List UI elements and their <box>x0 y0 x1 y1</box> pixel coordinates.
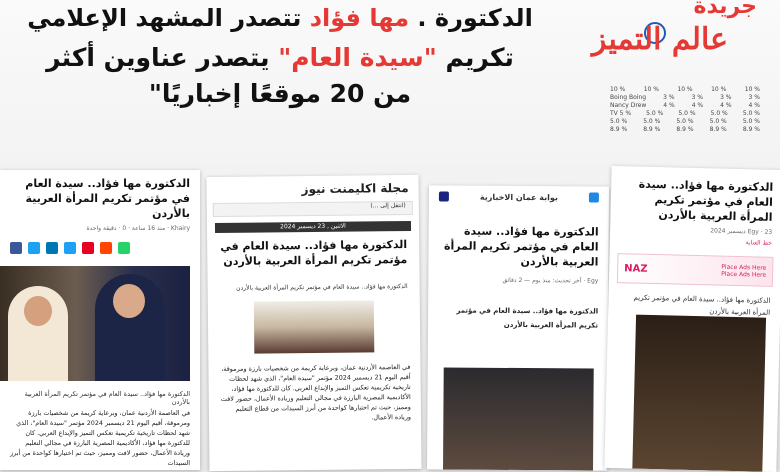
logo <box>567 0 772 72</box>
article-3-meta: Egy · آخر تحديث: منذ يوم — 2 دقائق <box>502 276 599 285</box>
stats-row <box>610 94 760 102</box>
article-4-meta: Egy · 23 ديسمبر 2024 <box>710 227 773 236</box>
stats-cell: 4 % <box>748 102 760 109</box>
headline-line-1-pre: الدكتورة . <box>409 4 533 32</box>
stats-cell: 10 % <box>711 86 727 93</box>
article-3-title[interactable]: الدكتورة مها فؤاد.. سيدة العام في مؤتمر تكريم المرأة العربية بالأردن <box>444 224 599 269</box>
ad-banner[interactable] <box>617 253 774 287</box>
stats-cell: 5.0 % <box>742 110 760 117</box>
ad-text-wrap <box>721 264 766 279</box>
stats-row <box>610 126 760 134</box>
article-1-photo <box>0 266 190 381</box>
jump-to-select[interactable]: (انتقل إلى ...) <box>213 201 413 217</box>
article-2-title[interactable]: الدكتورة مها فؤاد.. سيدة العام في مؤتمر تكريم المرأة العربية بالأردن <box>220 238 408 268</box>
headline-quote: "سيدة العام" <box>278 43 437 72</box>
headline-line-2-pre: تكريم <box>436 43 514 72</box>
article-card-2 <box>206 175 421 471</box>
reddit-icon[interactable] <box>100 242 112 254</box>
article-2-subtitle: الدكتورة مها فؤاد.. سيدة العام في مؤتمر تكريم المرأة العربية بالأردن <box>236 283 408 292</box>
article-1-meta: Khairy · منذ 16 ساعة · 0 · دقيقة واحدة <box>86 225 190 232</box>
stats-cell: 5.0 % <box>678 110 696 117</box>
stats-cell: 4 % <box>720 102 732 109</box>
stats-cell: 8.9 % <box>676 126 694 133</box>
stats-cell: 8.9 % <box>643 126 661 133</box>
stats-cell: 8.9 % <box>709 126 727 133</box>
site-name-3[interactable]: بوابة عمان الاخبارية <box>479 192 558 202</box>
stats-cell: 3 % <box>691 94 704 101</box>
stats-cell: 5.0 % <box>676 118 694 125</box>
headline-line-2 <box>0 40 560 76</box>
stats-row <box>610 102 760 110</box>
site-name-2[interactable]: مجلة اكليمنت نيوز <box>301 181 409 197</box>
article-card-4 <box>604 166 780 472</box>
stats-cell: 10 % <box>610 86 626 93</box>
stats-table <box>610 86 760 134</box>
stats-row <box>610 86 760 94</box>
linkedin-icon[interactable] <box>46 242 58 254</box>
ad-text: Place Ads Here <box>721 263 767 272</box>
stats-cell: 5.0 % <box>742 118 760 125</box>
stats-cell: 10 % <box>677 86 693 93</box>
stats-cell: 3 % <box>748 94 760 101</box>
ad-subtext: Place Ads Here <box>721 270 767 279</box>
menu-icon[interactable] <box>589 192 599 202</box>
headline-line-1-post: تتصدر المشهد الإعلامي <box>27 4 310 32</box>
stats-cell: 4 % <box>691 102 704 109</box>
stats-row <box>610 118 760 126</box>
pinterest-icon[interactable] <box>82 242 94 254</box>
date-strip: الاثنين , 23 ديسمبر 2024 <box>215 221 411 233</box>
stats-cell: 5.0 % <box>709 118 727 125</box>
stats-cell: 8.9 % <box>610 126 628 133</box>
stats-cell: TV 5 % <box>610 110 632 117</box>
headline-line-3: من 20 موقعًا إخباريًا" <box>148 79 412 108</box>
article-2-photo <box>254 300 375 353</box>
stats-cell: 10 % <box>643 86 659 93</box>
article-1-title-wrap <box>0 170 200 221</box>
stats-cell: Nancy Drew <box>610 102 647 109</box>
article-3-subtitle: الدكتورة مها فؤاد.. سيدة العام في مؤتمر تكريم المرأة العربية بالأردن <box>456 306 599 330</box>
facebook-icon[interactable] <box>10 242 22 254</box>
stats-cell: 3 % <box>720 94 732 101</box>
headline-line-2-post: يتصدر عناوين أكثر <box>46 43 279 72</box>
stats-cell: 3 % <box>663 94 675 101</box>
share-bar <box>0 236 200 260</box>
article-1-caption: الدكتورة مها فؤاد.. سيدة العام في مؤتمر تكريم المرأة العربية بالأردن <box>24 390 190 406</box>
stats-cell: 5.0 % <box>643 118 661 125</box>
article-2-body: في العاصمة الأردنية عمان، وبرعاية كريمة من شخصيات بارزة ومرموقة، أقيم اليوم 21 ديسمبر 2024 مؤتمر "سيدة العام"، الذي شهد لحظات تاريخية تكريمية تعكس التميز والإبداع العربي. كان للدكتورة مها فؤاد، الأكاديمية المصرية البارزة في مجالي التعليم وريادة الأعمال، حضور لافت ومميز، حيث تم اختيارها كواحدة من أبرز السيدات من قطاع التعليم وريادة الأعمال. <box>220 362 412 422</box>
stats-cell: 4 % <box>663 102 675 109</box>
article-card-3 <box>427 185 609 470</box>
article-card-1 <box>0 170 200 470</box>
article-4-subtitle: الدكتورة مها فؤاد.. سيدة العام في مؤتمر تكريم المرأة العربية بالأردن <box>633 293 771 317</box>
stats-cell: 5.0 % <box>710 110 728 117</box>
headline-line-1 <box>0 2 560 34</box>
site-header-3 <box>429 185 609 208</box>
article-3-photo <box>443 367 594 470</box>
twitter-icon[interactable] <box>28 242 40 254</box>
logo-small-text: جريدة <box>693 0 757 19</box>
search-icon[interactable] <box>439 191 449 201</box>
stats-cell: 5.0 % <box>610 118 628 125</box>
article-4-photo <box>632 315 766 472</box>
telegram-icon[interactable] <box>64 242 76 254</box>
whatsapp-icon[interactable] <box>118 242 130 254</box>
article-1-title[interactable]: الدكتورة مها فؤاد.. سيدة العام في مؤتمر تكريم المرأة العربية بالأردن <box>25 177 190 220</box>
photo-face-2 <box>113 284 145 318</box>
article-4-title[interactable]: الدكتورة مها فؤاد.. سيدة العام في مؤتمر تكريم المرأة العربية بالأردن <box>638 177 774 224</box>
headline <box>0 2 560 112</box>
logo-brand-text: عالم التميز <box>591 22 728 57</box>
article-1-body: في العاصمة الأردنية عمان، وبرعاية كريمة من شخصيات بارزة ومرموقة، أقيم اليوم 21 ديسمبر 2024 مؤتمر "سيدة العام"، الذي شهد لحظات تاريخية تكريمية تعكس التميز والإبداع العربي. كان للدكتورة مها فؤاد، الأكاديمية المصرية البارزة في مجالي التعليم وريادة الأعمال، حضور لافت ومميز، حيث تم اختيارها كواحدة من أبرز السيدات <box>10 409 190 467</box>
stats-cell: Boing Boing <box>610 94 647 101</box>
stats-cell: 5.0 % <box>646 110 664 117</box>
ad-brand: NAZ <box>624 262 648 275</box>
stats-row <box>610 110 760 118</box>
photo-face-1 <box>24 296 52 326</box>
stats-cell: 8.9 % <box>742 126 760 133</box>
stats-cell: 10 % <box>744 86 760 93</box>
article-4-meta-2: خط العناية <box>745 239 772 247</box>
headline-name: مها فؤاد <box>309 4 410 32</box>
